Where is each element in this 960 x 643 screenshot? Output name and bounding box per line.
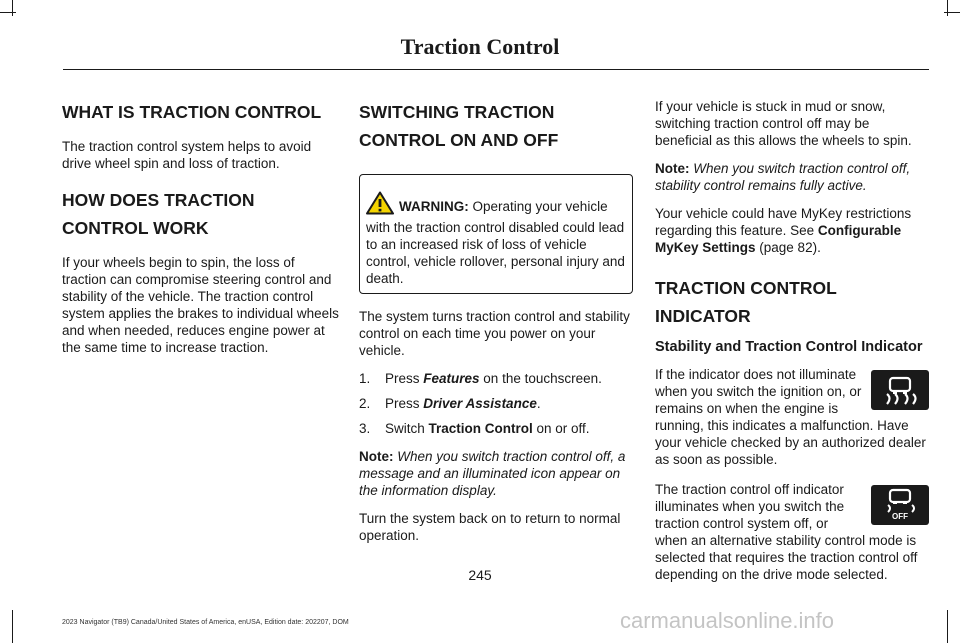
- indicator-text: The traction control off indicator illuminates when you switch the traction control system off, or when an alternative stability control mode is selected that requires the traction control off depending on the drive mode selected.: [655, 482, 918, 582]
- step-text: Switch: [385, 421, 429, 436]
- step-text: on or off.: [532, 421, 590, 436]
- traction-control-off-icon: [871, 485, 929, 525]
- warning-text: Operating your vehicle with the traction control disabled could lead to an increased risk of loss of vehicle control, vehicle rollover, personal injury and death.: [366, 199, 625, 286]
- note-label: Note:: [359, 449, 394, 464]
- note-label: Note:: [655, 161, 690, 176]
- paragraph: If your vehicle is stuck in mud or snow, switching traction control off may be beneficial as this allows the wheels to spin.: [655, 99, 912, 148]
- indicator-text: If the indicator does not illuminate when you switch the ignition on, or remains on when the engine is running, this indicates a malfunction. Have your vehicle checked by an authorized dealer as soon as possible.: [655, 367, 926, 467]
- warning-triangle-icon: [366, 191, 394, 219]
- cross-reference-link[interactable]: Configurable MyKey Settings: [655, 223, 902, 255]
- crop-mark: [947, 0, 948, 16]
- step-number: 1.: [359, 371, 371, 386]
- stability-control-icon: [871, 370, 929, 410]
- step-text: .: [536, 396, 541, 411]
- paragraph: [655, 205, 929, 256]
- step-number: 3.: [359, 421, 371, 436]
- note-text: When you switch traction control off, stability control remains fully active.: [655, 161, 911, 193]
- paragraph-text: (page 82).: [755, 240, 821, 255]
- menu-reference: Driver Assistance: [423, 396, 537, 411]
- section-heading: TRACTION CONTROL INDICATOR: [655, 278, 837, 326]
- crop-mark: [12, 0, 13, 16]
- paragraph: The traction control system helps to avoid drive wheel spin and loss of traction.: [62, 139, 312, 171]
- watermark: carmanualsonline.info: [620, 608, 835, 633]
- note: [359, 448, 633, 499]
- paragraph-text: Your vehicle could have MyKey restrictions regarding this feature. See: [655, 206, 912, 238]
- paragraph: The system turns traction control and stability control on each time you power on your vehicle.: [359, 309, 630, 358]
- crop-mark: [947, 610, 948, 643]
- icon-label: OFF: [892, 512, 908, 521]
- list-item: [359, 370, 633, 387]
- page-title: Traction Control: [400, 34, 560, 59]
- column-1: [62, 98, 340, 367]
- subsection-heading: Stability and Traction Control Indicator: [655, 339, 923, 355]
- step-text: on the touchscreen.: [479, 371, 602, 386]
- warning-box: [359, 174, 633, 294]
- step-text: Press: [385, 396, 424, 411]
- section-heading: HOW DOES TRACTION CONTROL WORK: [62, 190, 255, 238]
- section-heading: WHAT IS TRACTION CONTROL: [62, 102, 322, 122]
- section-heading: SWITCHING TRACTION CONTROL ON AND OFF: [359, 102, 559, 150]
- column-3: [655, 98, 929, 594]
- page-number: 245: [468, 567, 492, 583]
- paragraph: If your wheels begin to spin, the loss of traction can compromise steering control and stability of the vehicle. The traction control system applies the brakes to individual wheels and when needed, reduces engine power at the same time to increase traction.: [62, 255, 339, 355]
- paragraph: Turn the system back on to return to normal operation.: [359, 511, 621, 543]
- crop-mark: [944, 12, 960, 13]
- list-item: [359, 395, 633, 412]
- column-2: [359, 98, 633, 555]
- warning-label: WARNING:: [399, 199, 469, 214]
- indicator-description: [655, 366, 929, 468]
- edition-footer: 2023 Navigator (TB9) Canada/United States of America, enUSA, Edition date: 202207, DOM: [62, 619, 349, 626]
- header-rule: [63, 69, 929, 70]
- step-text: Press: [385, 371, 424, 386]
- crop-mark: [12, 610, 13, 643]
- setting-reference: Traction Control: [428, 421, 533, 436]
- menu-reference: Features: [423, 371, 480, 386]
- step-number: 2.: [359, 396, 371, 411]
- note: [655, 160, 929, 194]
- list-item: [359, 420, 633, 437]
- note-text: When you switch traction control off, a message and an illuminated icon appear on the information display.: [359, 449, 626, 498]
- crop-mark: [0, 12, 16, 13]
